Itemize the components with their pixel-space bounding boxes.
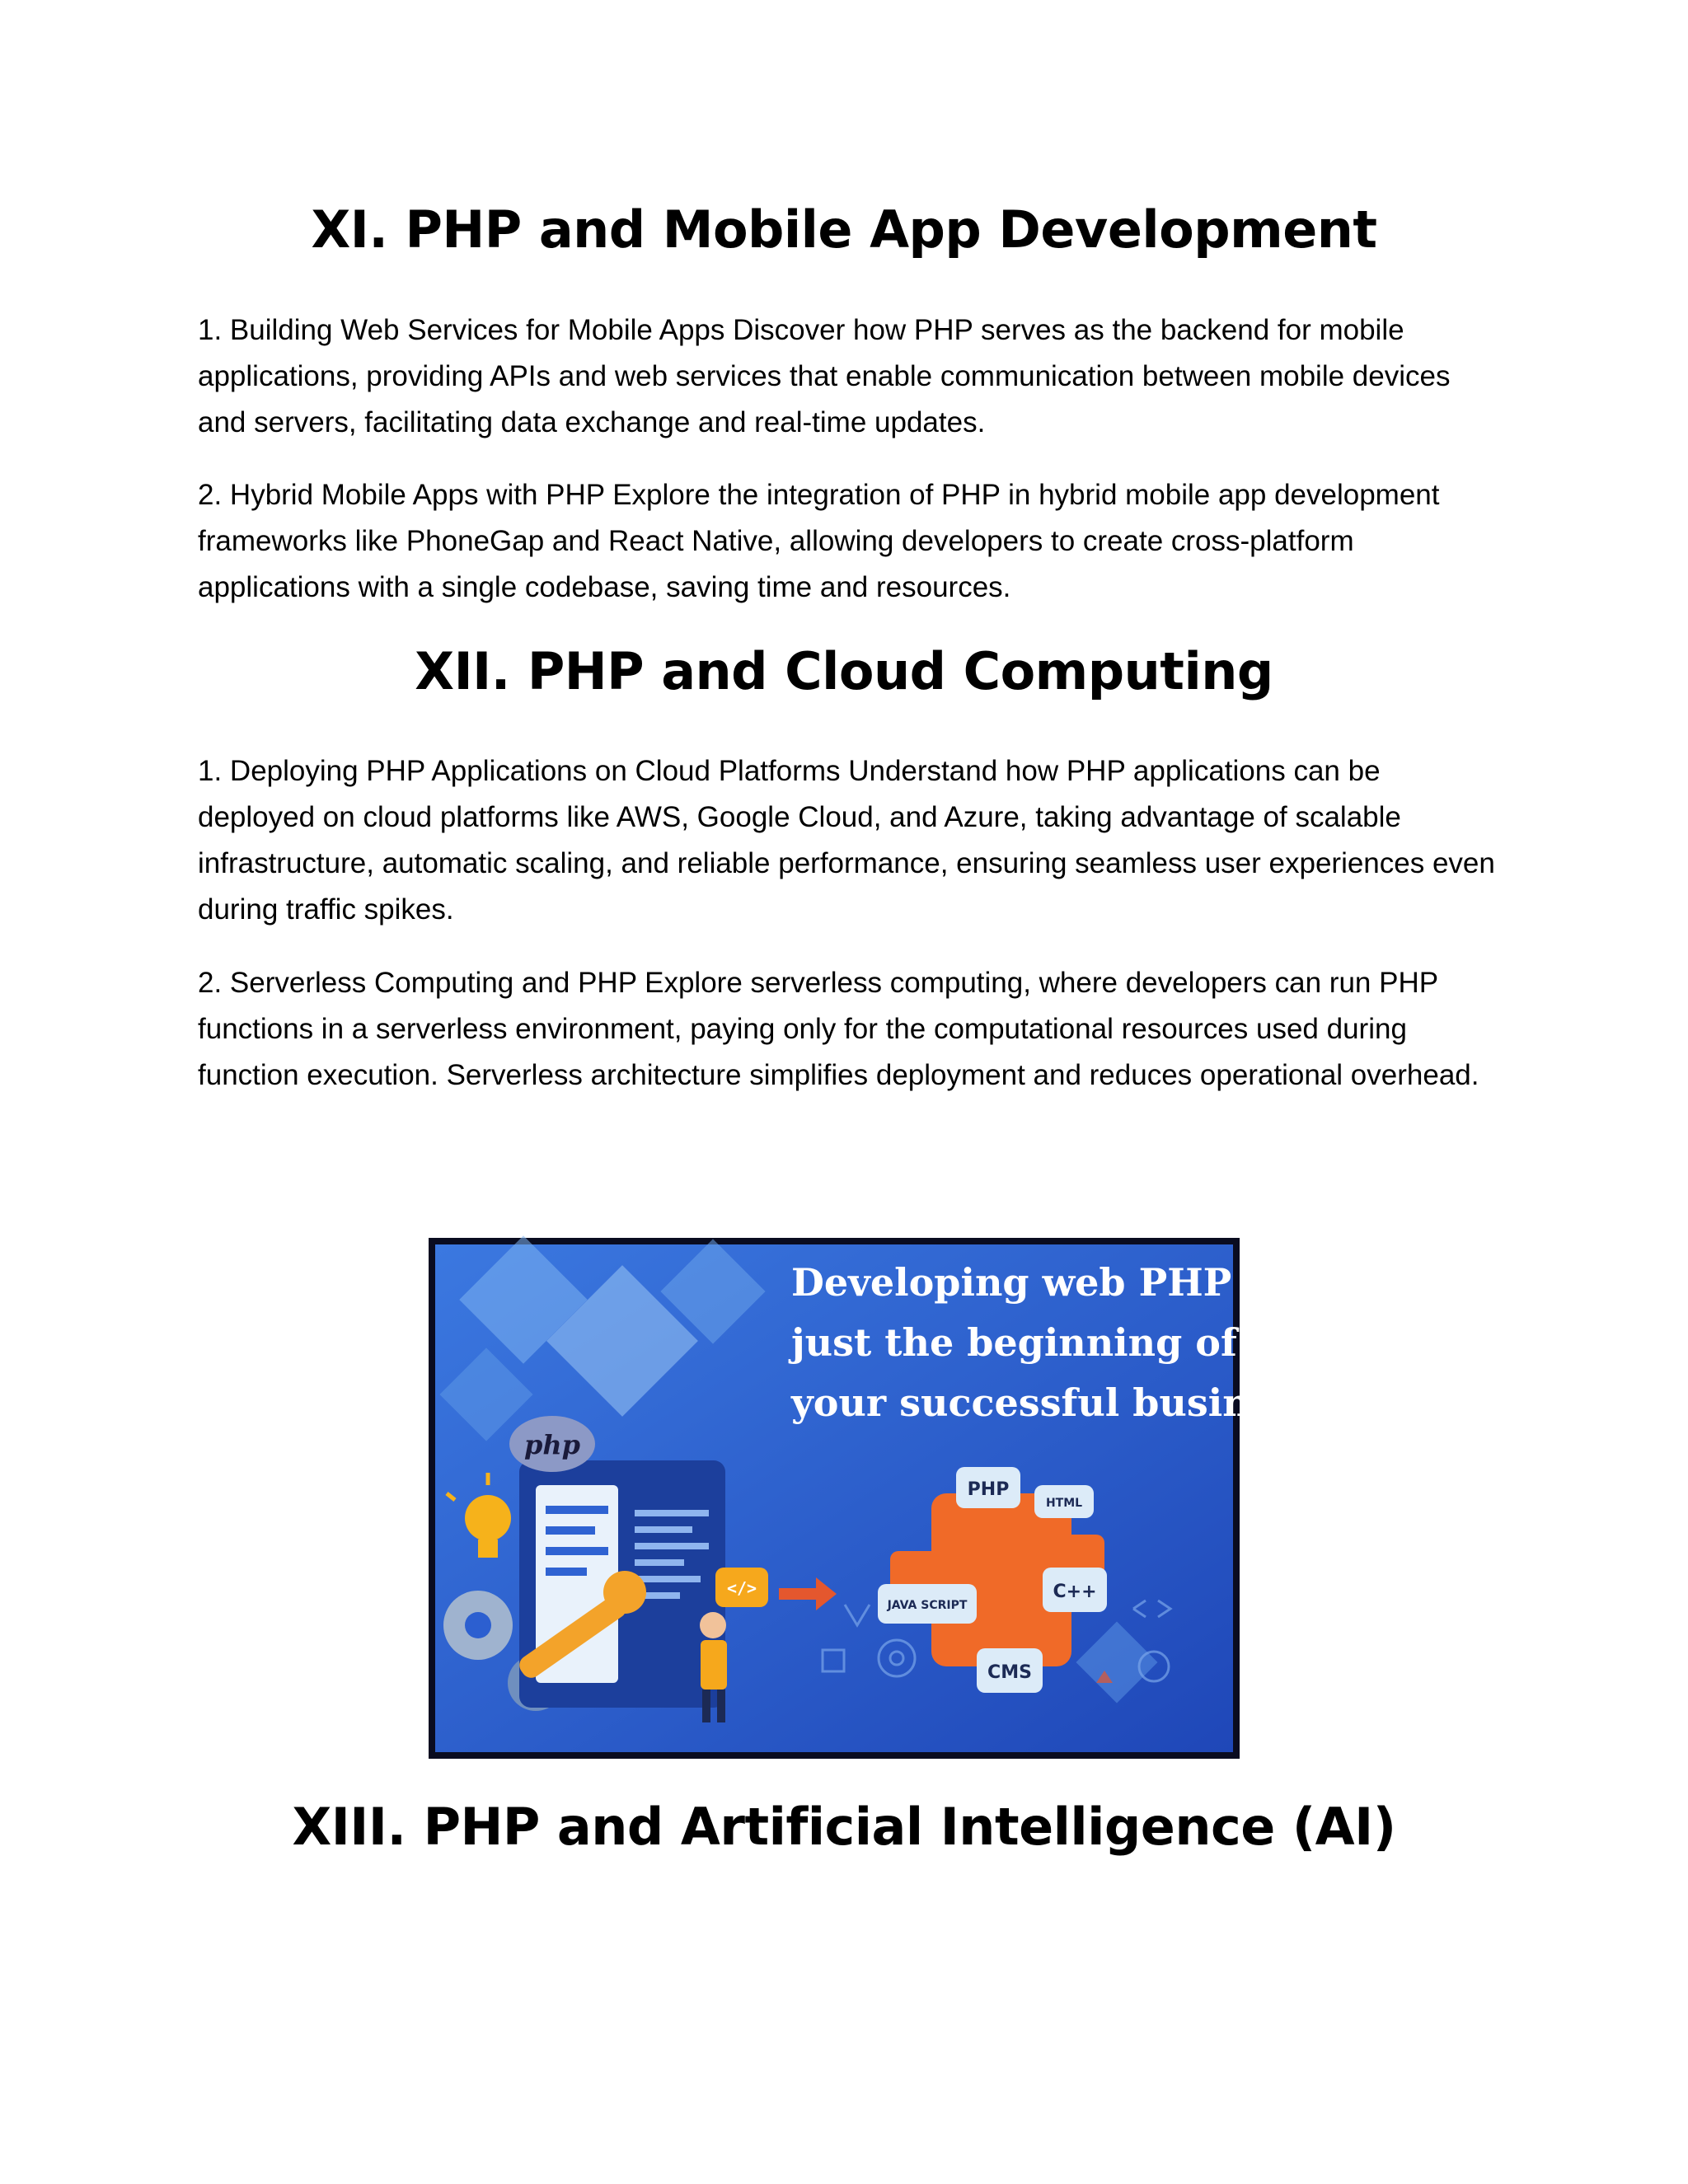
tag-cms-label: CMS xyxy=(987,1662,1032,1683)
tag-html-label: HTML xyxy=(1045,1497,1083,1510)
php-logo-text: php xyxy=(523,1429,581,1460)
section-heading-mobile: XI. PHP and Mobile App Development xyxy=(311,199,1377,260)
code-tag-badge xyxy=(715,1568,768,1607)
php-logo-badge xyxy=(509,1416,595,1472)
tag-javascript-label: JAVA SCRIPT xyxy=(887,1599,968,1612)
tag-php-label: PHP xyxy=(967,1479,1010,1500)
paragraph-hybrid-apps: 2. Hybrid Mobile Apps with PHP Explore the integration of PHP in hybrid mobile app development frameworks like PhoneGap and React Native, allowing developers to create cross-platform applications with a single codebase, saving time and resources. xyxy=(198,479,1440,603)
paragraph-cloud-deploy: 1. Deploying PHP Applications on Cloud Platforms Understand how PHP applications can be deployed on cloud platforms like AWS, Google Cloud, and Azure, taking advantage of scalable infrastructure, automatic scaling, and reliable performance, ensuring seamless user experiences even during traffic spikes. xyxy=(198,755,1495,926)
banner-headline-line-2: just the beginning of xyxy=(791,1320,1237,1365)
code-tag-text: </> xyxy=(726,1578,757,1598)
banner-headline-line-1: Developing web PHP is xyxy=(791,1260,1281,1305)
paragraph-serverless: 2. Serverless Computing and PHP Explore serverless computing, where developers can run PHP functions in a serverless environment, paying only for the computational resources used during function execution. Serverless architecture simplifies deployment and reduces operational overhead. xyxy=(198,967,1479,1091)
paragraph-web-services: 1. Building Web Services for Mobile Apps Discover how PHP serves as the backend for mobile applications, providing APIs and web services that enable communication between mobile devices and servers, facilitating data exchange and real-time updates. xyxy=(198,314,1451,438)
php-banner-image xyxy=(429,1238,1334,1759)
banner-headline-line-3: your successful business! xyxy=(791,1380,1334,1425)
section-heading-cloud: XII. PHP and Cloud Computing xyxy=(415,641,1273,701)
section-heading-ai: XIII. PHP and Artificial Intelligence (AI) xyxy=(292,1797,1396,1857)
tag-cpp-label: C++ xyxy=(1053,1582,1097,1602)
